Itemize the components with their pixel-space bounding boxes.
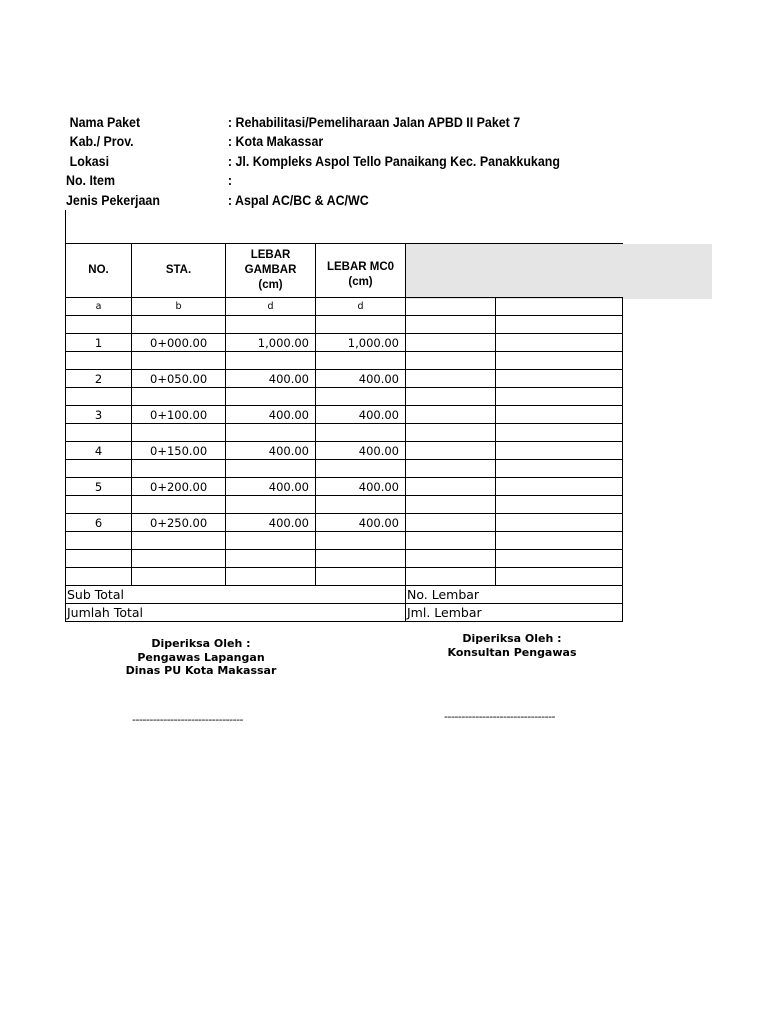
cell-no xyxy=(66,550,132,568)
subheader-blank-1 xyxy=(406,298,496,316)
grand-total-label: Jumlah Total xyxy=(67,605,144,620)
cell-blank xyxy=(496,370,623,388)
cell-sta xyxy=(132,352,226,370)
cell-lebar-gambar xyxy=(226,460,316,478)
table-header-row xyxy=(66,244,623,298)
cell-blank xyxy=(496,316,623,334)
cell-lebar-gambar xyxy=(226,352,316,370)
work-type-value: : Aspal AC/BC & AC/WC xyxy=(227,192,369,208)
cell-lebar-gambar: 400.00 xyxy=(226,370,316,388)
cell-sta xyxy=(132,460,226,478)
col-header-lebar-mc0 xyxy=(316,244,406,298)
cell-sta: 0+250.00 xyxy=(132,514,226,532)
cell-lebar-gambar: 400.00 xyxy=(226,478,316,496)
table-row xyxy=(66,550,623,568)
right-signature-title: Diperiksa Oleh : xyxy=(462,632,562,645)
cell-lebar-mc0 xyxy=(316,352,406,370)
cell-sta xyxy=(132,532,226,550)
right-signature-block xyxy=(432,632,592,659)
cell-blank xyxy=(406,514,496,532)
project-name-label: Nama Paket xyxy=(69,115,141,130)
cell-lebar-gambar xyxy=(226,496,316,514)
cell-no: 1 xyxy=(66,334,132,352)
cell-blank xyxy=(496,550,623,568)
col-header-blank xyxy=(406,244,623,298)
cell-blank xyxy=(406,442,496,460)
cell-blank xyxy=(406,460,496,478)
subheader-sta: b xyxy=(132,298,226,316)
cell-lebar-gambar: 400.00 xyxy=(226,406,316,424)
cell-lebar-mc0 xyxy=(316,424,406,442)
cell-lebar-mc0 xyxy=(316,496,406,514)
cell-sta xyxy=(132,424,226,442)
cell-sta xyxy=(132,316,226,334)
cell-blank xyxy=(406,568,496,586)
table-row xyxy=(66,334,623,352)
right-signature-line: -------------------------------- xyxy=(444,710,556,723)
table-subheader-row xyxy=(66,298,623,316)
subtotal-row xyxy=(66,586,623,604)
left-signature-office: Dinas PU Kota Makassar xyxy=(125,664,277,677)
left-signature-line: -------------------------------- xyxy=(132,713,244,726)
cell-no: 3 xyxy=(66,406,132,424)
cell-blank xyxy=(406,352,496,370)
cell-blank xyxy=(406,424,496,442)
col-header-lebar-mc0-title: LEBAR MC0 xyxy=(326,260,395,273)
cell-sta: 0+050.00 xyxy=(132,370,226,388)
table-row xyxy=(66,532,623,550)
table-row xyxy=(66,316,623,334)
cell-lebar-gambar: 400.00 xyxy=(226,514,316,532)
cell-lebar-gambar xyxy=(226,532,316,550)
cell-lebar-gambar: 400.00 xyxy=(226,442,316,460)
cell-no: 6 xyxy=(66,514,132,532)
cell-blank xyxy=(496,388,623,406)
cell-no: 5 xyxy=(66,478,132,496)
cell-no xyxy=(66,352,132,370)
table-row xyxy=(66,568,623,586)
col-header-lebar-gambar xyxy=(226,244,316,298)
cell-sta xyxy=(132,388,226,406)
table-body xyxy=(66,316,623,586)
cell-blank xyxy=(496,460,623,478)
cell-sta: 0+100.00 xyxy=(132,406,226,424)
subheader-no: a xyxy=(66,298,132,316)
cell-lebar-gambar xyxy=(226,316,316,334)
location-value: : Jl. Kompleks Aspol Tello Panaikang Kec. Panakkukang xyxy=(227,153,560,169)
project-name-value: : Rehabilitasi/Pemeliharaan Jalan APBD II Paket 7 xyxy=(227,115,521,130)
item-number-label: No. Item xyxy=(66,173,116,189)
cell-blank xyxy=(406,478,496,496)
cell-blank xyxy=(496,568,623,586)
grand-total-label-cell xyxy=(66,604,406,622)
cell-no xyxy=(66,532,132,550)
table-row xyxy=(66,370,623,388)
subheader-blank-2 xyxy=(496,298,623,316)
cell-no xyxy=(66,460,132,478)
item-number-value: : xyxy=(227,173,233,189)
cell-sta xyxy=(132,550,226,568)
sheet-count-label: Jml. Lembar xyxy=(406,604,623,622)
cell-blank xyxy=(496,352,623,370)
table-row xyxy=(66,514,623,532)
cell-lebar-mc0: 400.00 xyxy=(316,370,406,388)
cell-blank xyxy=(406,532,496,550)
table-row xyxy=(66,352,623,370)
col-header-lebar-mc0-unit: (cm) xyxy=(348,275,373,288)
cell-sta xyxy=(132,568,226,586)
grand-total-row xyxy=(66,604,623,622)
cell-blank xyxy=(496,424,623,442)
cell-blank xyxy=(496,496,623,514)
table-row xyxy=(66,424,623,442)
cell-blank xyxy=(496,442,623,460)
subtotal-label-cell xyxy=(66,586,406,604)
table-row xyxy=(66,460,623,478)
subheader-gambar: d xyxy=(226,298,316,316)
cell-no xyxy=(66,568,132,586)
cell-lebar-mc0: 400.00 xyxy=(316,406,406,424)
cell-sta: 0+000.00 xyxy=(132,334,226,352)
cell-no xyxy=(66,316,132,334)
table-row xyxy=(66,478,623,496)
cell-blank xyxy=(406,370,496,388)
cell-lebar-gambar xyxy=(226,568,316,586)
cell-blank xyxy=(496,334,623,352)
cell-lebar-gambar xyxy=(226,550,316,568)
region-value: : Kota Makassar xyxy=(227,134,324,150)
cell-blank xyxy=(406,316,496,334)
subheader-mc0: d xyxy=(316,298,406,316)
cell-blank xyxy=(496,478,623,496)
cell-blank xyxy=(406,388,496,406)
cell-lebar-gambar: 1,000.00 xyxy=(226,334,316,352)
cell-lebar-mc0 xyxy=(316,550,406,568)
cell-lebar-gambar xyxy=(226,424,316,442)
cell-lebar-mc0: 400.00 xyxy=(316,478,406,496)
cell-lebar-mc0 xyxy=(316,388,406,406)
cell-lebar-mc0: 400.00 xyxy=(316,442,406,460)
cell-blank xyxy=(496,514,623,532)
cell-blank xyxy=(406,406,496,424)
cell-no: 4 xyxy=(66,442,132,460)
cell-no xyxy=(66,424,132,442)
cell-sta: 0+200.00 xyxy=(132,478,226,496)
cell-blank xyxy=(496,532,623,550)
subtotal-label: Sub Total xyxy=(67,587,124,602)
cell-no: 2 xyxy=(66,370,132,388)
cell-blank xyxy=(406,550,496,568)
right-signature-role: Konsultan Pengawas xyxy=(447,645,577,659)
cell-blank xyxy=(496,406,623,424)
cell-blank xyxy=(406,334,496,352)
work-type-label: Jenis Pekerjaan xyxy=(66,192,160,208)
cell-no xyxy=(66,496,132,514)
col-header-sta: STA. xyxy=(132,244,226,298)
cell-lebar-mc0 xyxy=(316,460,406,478)
measurement-table xyxy=(65,243,623,622)
location-label: Lokasi xyxy=(69,153,110,169)
table-row xyxy=(66,406,623,424)
cell-sta xyxy=(132,496,226,514)
table-row xyxy=(66,496,623,514)
cell-lebar-mc0: 1,000.00 xyxy=(316,334,406,352)
col-header-no: NO. xyxy=(66,244,132,298)
cell-lebar-gambar xyxy=(226,388,316,406)
col-header-lebar-gambar-unit: (cm) xyxy=(258,279,283,291)
left-signature-title: Diperiksa Oleh : xyxy=(151,637,251,650)
left-signature-block xyxy=(121,637,281,678)
cell-lebar-mc0 xyxy=(316,568,406,586)
table-row xyxy=(66,442,623,460)
cell-sta: 0+150.00 xyxy=(132,442,226,460)
cell-blank xyxy=(406,496,496,514)
cell-lebar-mc0: 400.00 xyxy=(316,514,406,532)
sheet-number-label: No. Lembar xyxy=(406,586,623,604)
table-row xyxy=(66,388,623,406)
cell-no xyxy=(66,388,132,406)
col-header-lebar-gambar-line2: GAMBAR xyxy=(244,264,297,276)
left-signature-role: Pengawas Lapangan xyxy=(137,650,265,664)
cell-lebar-mc0 xyxy=(316,316,406,334)
cell-lebar-mc0 xyxy=(316,532,406,550)
region-label: Kab./ Prov. xyxy=(69,134,134,150)
col-header-lebar-gambar-line1: LEBAR xyxy=(250,249,291,261)
left-border-line xyxy=(65,210,66,244)
